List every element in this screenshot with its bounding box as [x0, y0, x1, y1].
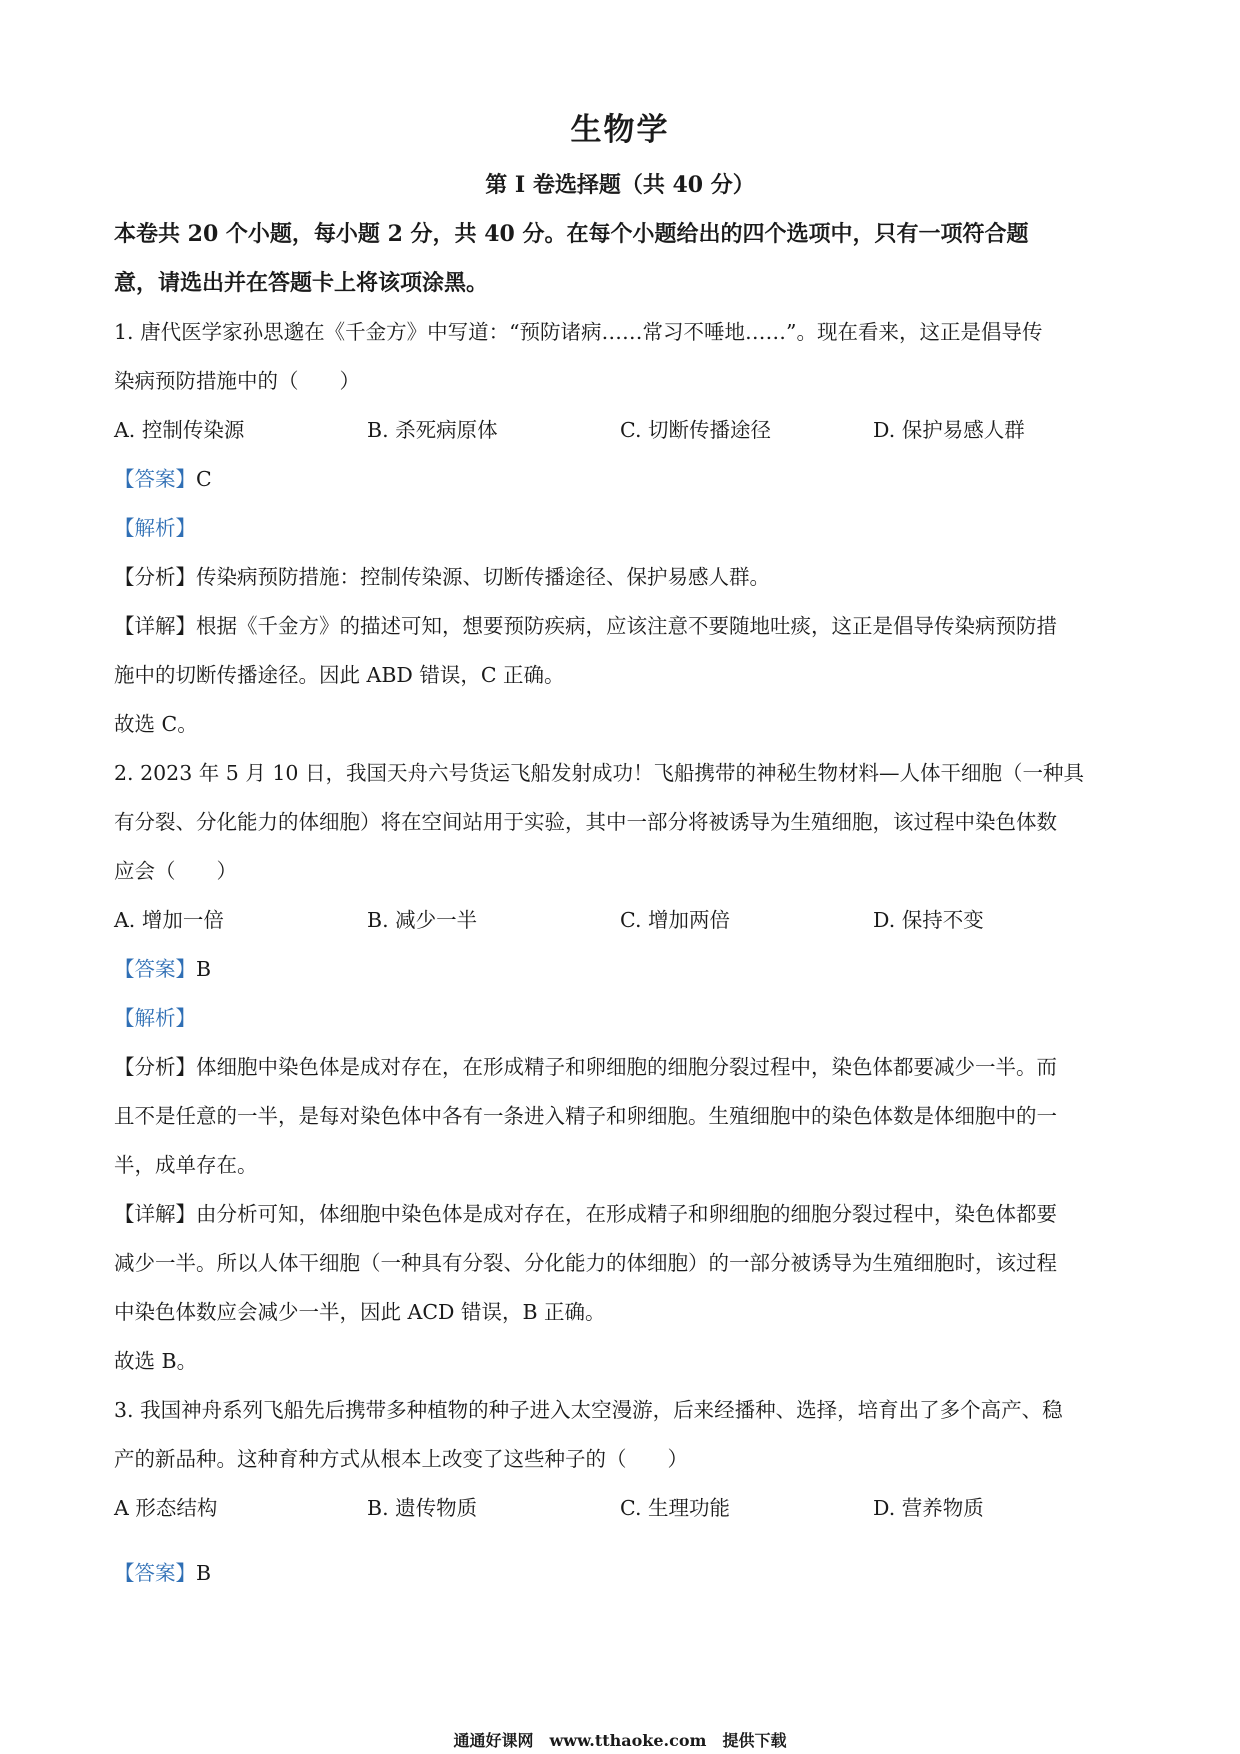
- option-d: D. 保持不变: [873, 908, 984, 932]
- question-stem: 产的新品种。这种育种方式从根本上改变了这些种子的（ ）: [114, 1447, 688, 1471]
- fenxi-line: [114, 553, 1126, 602]
- question-stem: 有分裂、分化能力的体细胞）将在空间站用于实验，其中一部分将被诱导为生殖细胞，该过程中染色体数: [114, 810, 1057, 834]
- xiangjie-line: [114, 602, 1126, 651]
- question-stem: 应会（ ）: [114, 859, 237, 883]
- xiangjie-text: 中染色体数应会减少一半，因此 ACD 错误，B 正确。: [114, 1300, 606, 1324]
- spacer: [114, 1533, 1126, 1549]
- option-b: B. 遗传物质: [367, 1496, 478, 1520]
- section-title: 第 I 卷选择题（共 40 分）: [485, 172, 755, 198]
- option-a: A. 增加一倍: [114, 908, 224, 932]
- fenxi-tag: 【分析】: [114, 1055, 196, 1079]
- fenxi-text: 且不是任意的一半，是每对染色体中各有一条进入精子和卵细胞。生殖细胞中的染色体数是体细胞中的一: [114, 1104, 1057, 1128]
- document-body: [114, 210, 1126, 1598]
- option-a: A. 控制传染源: [114, 418, 245, 442]
- answer-tag: 【答案】: [114, 957, 196, 981]
- answer-line: [114, 945, 1126, 994]
- answer-line: [114, 1549, 1126, 1598]
- instructions-line-1: 本卷共 20 个小题，每小题 2 分，共 40 分。在每个小题给出的四个选项中，只有一项符合题: [114, 221, 1029, 247]
- xiangjie-tag: 【详解】: [114, 614, 196, 638]
- option-b: B. 杀死病原体: [367, 418, 498, 442]
- xiangjie-tag: 【详解】: [114, 1202, 196, 1226]
- options-row: [114, 1484, 1126, 1533]
- page-title: 生物学: [570, 112, 670, 148]
- question-stem: 染病预防措施中的（ ）: [114, 369, 360, 393]
- option-c: C. 增加两倍: [620, 908, 730, 932]
- question-2: [114, 749, 1126, 1386]
- footer-watermark: 通通好课网 www.tthaoke.com 提供下载: [453, 1731, 787, 1750]
- xiangjie-text: 由分析可知，体细胞中染色体是成对存在，在形成精子和卵细胞的细胞分裂过程中，染色体都要: [196, 1202, 1057, 1226]
- question-stem: 2. 2023 年 5 月 10 日，我国天舟六号货运飞船发射成功！飞船携带的神秘生物材料—人体干细胞（一种具: [114, 761, 1084, 785]
- options-row: [114, 406, 1126, 455]
- answer-value: B: [196, 957, 212, 981]
- question-3: [114, 1386, 1126, 1598]
- option-a: A 形态结构: [114, 1496, 218, 1520]
- fenxi-line: [114, 1043, 1126, 1092]
- analysis-tag: 【解析】: [114, 1006, 196, 1030]
- question-stem: 1. 唐代医学家孙思邈在《千金方》中写道：“预防诸病……常习不唾地……”。现在看来，这正是倡导传: [114, 320, 1043, 344]
- option-c: C. 切断传播途径: [620, 418, 771, 442]
- option-c: C. 生理功能: [620, 1496, 730, 1520]
- analysis-tag: 【解析】: [114, 516, 196, 540]
- question-stem: 3. 我国神舟系列飞船先后携带多种植物的种子进入太空漫游，后来经播种、选择，培育出了多个高产、稳: [114, 1398, 1063, 1422]
- fenxi-text: 体细胞中染色体是成对存在，在形成精子和卵细胞的细胞分裂过程中，染色体都要减少一半。而: [196, 1055, 1057, 1079]
- fenxi-text: 半，成单存在。: [114, 1153, 258, 1177]
- fenxi-tag: 【分析】: [114, 565, 196, 589]
- xiangjie-line: [114, 1190, 1126, 1239]
- xiangjie-text: 施中的切断传播途径。因此 ABD 错误，C 正确。: [114, 663, 565, 687]
- option-d: D. 保护易感人群: [873, 418, 1025, 442]
- answer-value: C: [196, 467, 212, 491]
- answer-tag: 【答案】: [114, 1561, 196, 1585]
- instructions-line-2: 意，请选出并在答题卡上将该项涂黑。: [114, 270, 489, 296]
- conclusion: 故选 B。: [114, 1349, 198, 1373]
- option-d: D. 营养物质: [873, 1496, 984, 1520]
- answer-value: B: [196, 1561, 212, 1585]
- xiangjie-text: 减少一半。所以人体干细胞（一种具有分裂、分化能力的体细胞）的一部分被诱导为生殖细胞时，该过程: [114, 1251, 1057, 1275]
- conclusion: 故选 C。: [114, 712, 198, 736]
- answer-tag: 【答案】: [114, 467, 196, 491]
- question-1: [114, 308, 1126, 749]
- option-b: B. 减少一半: [367, 908, 478, 932]
- options-row: [114, 896, 1126, 945]
- xiangjie-text: 根据《千金方》的描述可知，想要预防疾病，应该注意不要随地吐痰，这正是倡导传染病预防措: [196, 614, 1057, 638]
- answer-line: [114, 455, 1126, 504]
- fenxi-text: 传染病预防措施：控制传染源、切断传播途径、保护易感人群。: [196, 565, 770, 589]
